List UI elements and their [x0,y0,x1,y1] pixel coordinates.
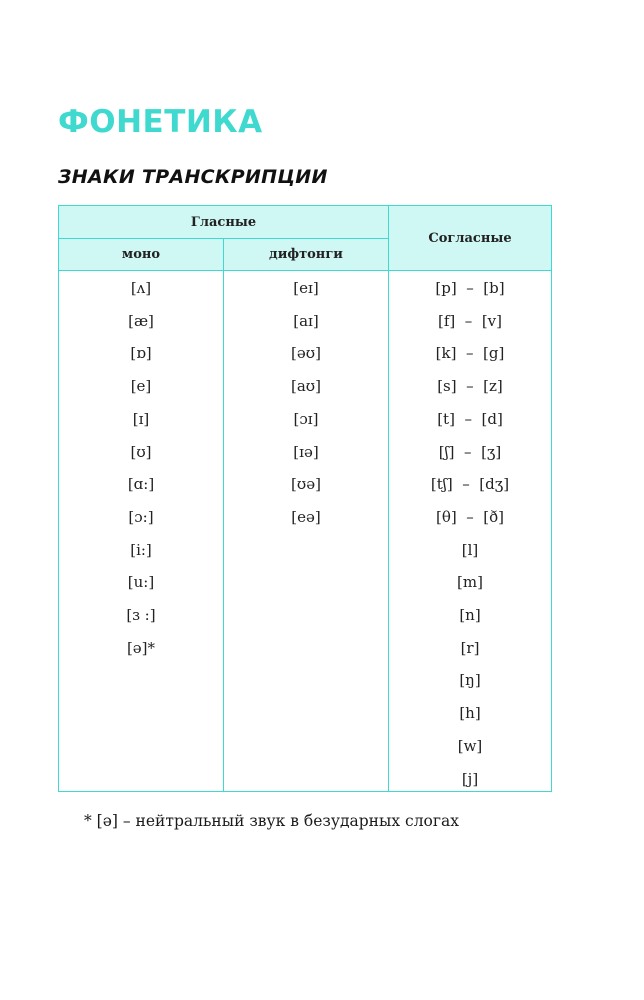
diphthong-cell: [əʊ] [291,344,321,363]
consonant-cell: [tʃ] – [dʒ] [430,475,510,494]
mono-vowel-cell: [æ] [128,311,154,330]
consonant-cell: [ʃ] – [ʒ] [438,442,502,461]
consonant-cell: [p] – [b] [435,279,505,297]
header-diphthongs: дифтонги [224,239,388,270]
header-vowels: Гласные [59,206,388,238]
diphthong-cell: [ʊə] [291,475,321,494]
subtitle: ЗНАКИ ТРАНСКРИПЦИИ [58,166,328,188]
consonant-cell: [θ] – [ð] [435,507,505,526]
diphthong-cell: [ɔɪ] [293,409,319,428]
mono-vowel-cell: [i:] [130,540,152,559]
consonant-cell: [m] [457,573,483,592]
diphthong-cell: [aʊ] [291,377,321,396]
diphthong-cell: [aɪ] [293,311,319,330]
header-mono: моно [59,239,223,270]
mono-vowel-cell: [ə]* [126,638,156,657]
section-title: ФОНЕТИКА [58,104,263,140]
diphthong-cell: [eɪ] [293,279,319,297]
mono-vowel-cell: [ɪ] [132,409,150,428]
mono-vowel-cell: [e] [130,377,152,396]
diphthong-cell: [eə] [291,507,321,526]
mono-vowel-cell: [ɒ] [130,344,152,363]
header-bottom-line [59,270,551,271]
mono-vowel-cell: [ʊ] [130,442,152,461]
header-consonants: Согласные [389,206,551,270]
diphthong-cell: [ɪə] [293,442,319,461]
consonant-cell: [l] [461,540,479,559]
consonant-cell: [r] [460,638,480,657]
consonant-cell: [w] [457,736,483,755]
mono-vowel-cell: [ɑ:] [127,475,155,494]
consonant-cell: [t] – [d] [437,409,503,428]
consonant-cell: [s] – [z] [437,377,503,396]
consonant-cell: [ŋ] [459,671,481,690]
consonant-cell: [k] – [g] [435,344,505,363]
mono-vowel-cell: [ʌ] [130,279,152,297]
mono-vowel-cell: [ɜ :] [126,606,156,624]
consonant-cell: [j] [461,769,479,788]
transcription-table [58,205,552,792]
consonant-cell: [n] [459,606,481,624]
mono-vowel-cell: [ɔ:] [128,507,154,526]
consonant-cell: [h] [459,704,481,723]
mono-vowel-cell: [u:] [127,573,155,592]
consonant-cell: [f] – [v] [437,311,502,330]
footnote: * [ə] – нейтральный звук в безударных слогах [84,812,459,830]
